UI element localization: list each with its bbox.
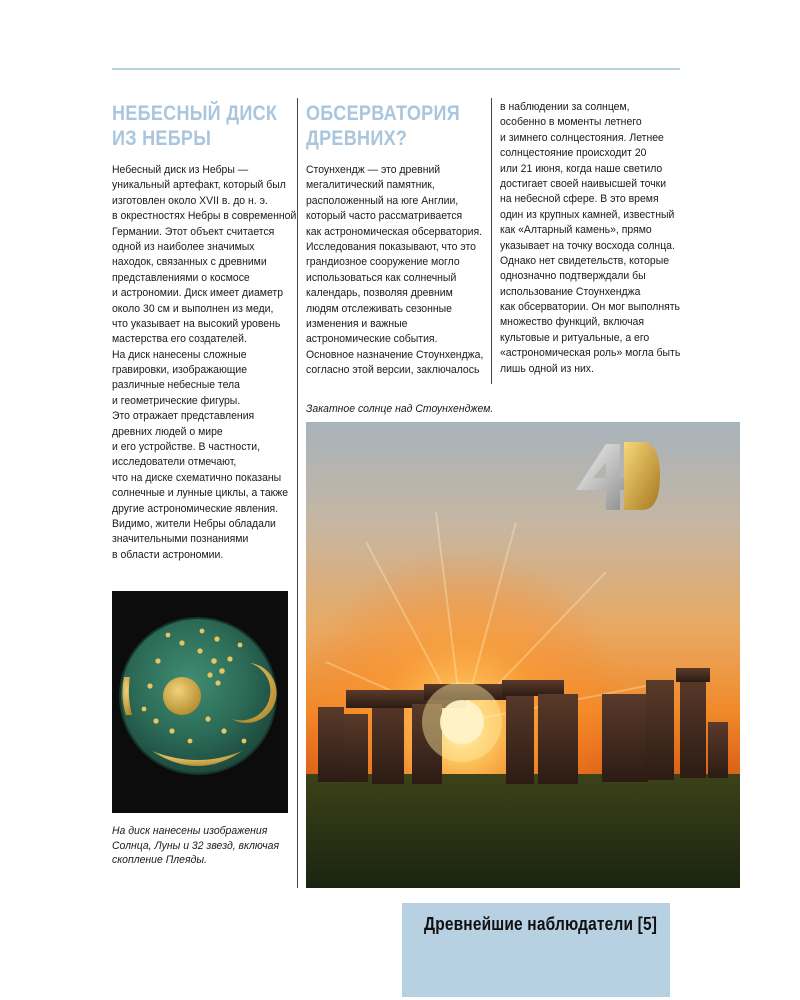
logo-text: 4D bbox=[740, 422, 742, 423]
heading-observatory: ОБСЕРВАТОРИЯ ДРЕВНИХ? bbox=[306, 102, 460, 150]
nebra-disk-illustration bbox=[112, 591, 288, 813]
stonehenge-sunset-illustration bbox=[306, 422, 740, 888]
stonehenge-photo bbox=[306, 422, 740, 888]
nebra-disk-caption: На диск нанесены изображения Солнца, Луны и 32 звезд, включая скопление Плеяды. bbox=[112, 825, 280, 867]
heading-nebra-disk: НЕБЕСНЫЙ ДИСК ИЗ НЕБРЫ bbox=[112, 102, 278, 150]
column-divider-2 bbox=[491, 98, 492, 384]
footer-box bbox=[402, 903, 670, 997]
nebra-disk-photo bbox=[112, 591, 288, 813]
nebra-disk-text: Небесный диск из Небры — уникальный артефакт, который был изготовлен около XVII в. до н. э. в окрестностях Небры в современной Германии. Этот объект считается одной из наиболее значимых находок, связанных с древними представлениями о космосе и астрономии. Диск имеет диаметр около 30 см и выполнен из меди, что указывает на высокий уровень мастерства его создателей. На диск нанесены сложные гравировки, изображающие различные небесные тела и геометрические фигуры. Это отражает представления древних людей о мире и его устройстве. В частности, исследователи отмечают, что на диске схематично показаны солнечные и лунные циклы, а также другие астрономические явления. Видимо, жители Небры обладали значительными познаниями в области астрономии. bbox=[112, 164, 297, 561]
column-divider-1 bbox=[297, 98, 298, 888]
solstice-text: в наблюдении за солнцем, особенно в моменты летнего и зимнего солнцестояния. Летнее солнцестояние происходит 20 или 21 июня, когда наше светило достигает своей наивысшей точки на небесной сфере. В это время один из крупных камней, известный как «Алтарный камень», прямо указывает на точку восхода солнца. Однако нет свидетельств, которые однозначно подтверждали бы использование Стоунхенджа как обсерватории. Он мог выполнять множество функций, включая культовые и ритуальные, а его «астрономическая роль» могла быть лишь одной из них. bbox=[500, 101, 681, 375]
stonehenge-text: Стоунхендж — это древний мегалитический памятник, расположенный на юге Англии, который часто рассматривается как астрономическая обсерватория. Исследования показывают, что это грандиозное сооружение могло использоваться как солнечный календарь, позволяя древним людям отслеживать сезонные изменения и важные астрономические события. Основное назначение Стоунхенджа, согласно этой версии, заключалось bbox=[306, 164, 484, 377]
footer-title: Древнейшие наблюдатели [5] bbox=[424, 914, 658, 934]
top-rule bbox=[112, 68, 680, 70]
stonehenge-caption: Закатное солнце над Стоунхенджем. bbox=[306, 403, 494, 415]
